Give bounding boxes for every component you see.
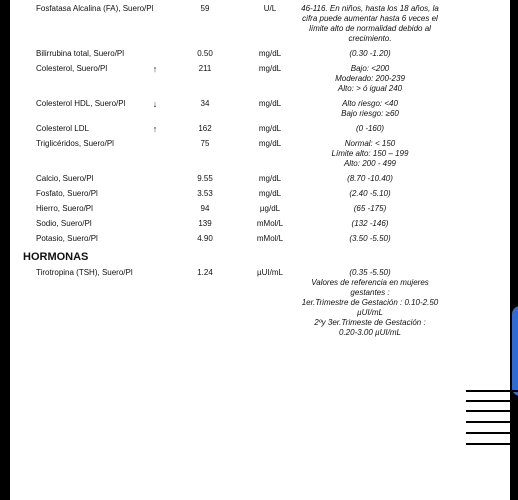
test-name: Potasio, Suero/Pl (36, 234, 98, 243)
result-unit: mMol/L (256, 219, 284, 228)
reference-range (295, 124, 445, 134)
result-unit: mg/dL (258, 64, 282, 73)
test-name: Colesterol, Suero/Pl (36, 64, 108, 73)
result-value: 4.90 (197, 234, 213, 243)
result-unit: mMol/L (256, 234, 284, 243)
result-unit: mg/dL (258, 174, 282, 183)
test-name: Tirotropina (TSH), Suero/Pl (36, 268, 133, 277)
reference-line: Normal: < 150 (344, 139, 396, 148)
reference-line: 1er.Trimestre de Gestación : 0.10-2.50 (301, 298, 439, 307)
reference-range (295, 189, 445, 199)
reference-line: (0 -160) (355, 124, 384, 133)
reference-range (295, 4, 445, 44)
result-unit: mg/dL (258, 139, 282, 148)
test-name: Triglicéridos, Suero/Pl (36, 139, 114, 148)
result-value: 59 (200, 4, 210, 13)
result-value: 9.55 (197, 174, 213, 183)
reference-range (295, 219, 445, 229)
reference-range (295, 204, 445, 214)
reference-line: crecimiento. (348, 34, 392, 43)
reference-range (295, 64, 445, 94)
result-value: 75 (200, 139, 210, 148)
result-unit: mg/dL (258, 99, 282, 108)
reference-range (295, 99, 445, 119)
result-unit: µg/dL (259, 204, 281, 213)
reference-line: Bajo: <200 (350, 64, 390, 73)
reference-range (295, 49, 445, 59)
test-name: Calcio, Suero/Pl (36, 174, 94, 183)
reference-line: Alto: > ó igual 240 (337, 84, 403, 93)
test-name: Sodio, Suero/Pl (36, 219, 92, 228)
result-unit: mg/dL (258, 49, 282, 58)
reference-range (295, 174, 445, 184)
reference-line: (0.30 -1.20) (349, 49, 391, 58)
reference-line: Valores de referencia en mujeres (311, 278, 429, 287)
reference-line: 0.20-3.00 µUI/mL (339, 328, 401, 337)
result-unit: mg/dL (258, 124, 282, 133)
reference-line: 2ºy 3er.Trimeste de Gestación : (314, 318, 426, 327)
result-unit: U/L (263, 4, 277, 13)
result-value: 139 (198, 219, 212, 228)
test-name: Fosfato, Suero/Pl (36, 189, 98, 198)
reference-line: límite alto de normalidad debido al (309, 24, 431, 33)
reference-line: (8.70 -10.40) (347, 174, 393, 183)
menu-lines-icon[interactable] (466, 390, 518, 446)
result-unit: µUI/mL (257, 268, 283, 277)
reference-range (295, 268, 445, 338)
reference-line: Alto: 200 - 499 (343, 159, 397, 168)
test-name: Colesterol LDL (36, 124, 89, 133)
result-value: 3.53 (197, 189, 213, 198)
result-unit: mg/dL (258, 189, 282, 198)
side-tab[interactable] (512, 306, 518, 396)
reference-line: (65 -175) (353, 204, 387, 213)
reference-range (295, 234, 445, 244)
arrow-up-icon: ↑ (152, 124, 158, 134)
reference-line: Moderado: 200-239 (335, 74, 405, 83)
reference-line: gestantes : (350, 288, 390, 297)
test-name: Bilirrubina total, Suero/Pl (36, 49, 125, 58)
test-name: Hierro, Suero/Pl (36, 204, 93, 213)
arrow-up-icon: ↑ (152, 64, 158, 74)
reference-line: (2.40 -5.10) (349, 189, 391, 198)
test-name: Fosfatasa Alcalina (FA), Suero/Pl (36, 4, 154, 13)
result-value: 34 (200, 99, 210, 108)
result-value: 0.50 (197, 49, 213, 58)
result-value: 211 (198, 64, 212, 73)
lab-report-page (10, 0, 510, 500)
reference-line: (0.35 -5.50) (349, 268, 391, 277)
result-value: 1.24 (197, 268, 213, 277)
reference-line: Alto riesgo: <40 (342, 99, 398, 108)
arrow-down-icon: ↓ (152, 99, 158, 109)
reference-line: (3.50 -5.50) (349, 234, 391, 243)
reference-line: µUI/mL (357, 308, 383, 317)
reference-range (295, 139, 445, 169)
result-value: 94 (200, 204, 210, 213)
reference-line: cifra puede aumentar hasta 6 veces el (302, 14, 438, 23)
section-title-hormonas: HORMONAS (23, 251, 89, 263)
test-name: Colesterol HDL, Suero/Pl (36, 99, 126, 108)
reference-line: 46-116. En niños, hasta los 18 años, la (301, 4, 439, 13)
reference-line: Bajo riesgo: ≥60 (341, 109, 399, 118)
result-value: 162 (198, 124, 212, 133)
reference-line: (132 -146) (351, 219, 389, 228)
reference-line: Límite alto: 150 – 199 (331, 149, 409, 158)
